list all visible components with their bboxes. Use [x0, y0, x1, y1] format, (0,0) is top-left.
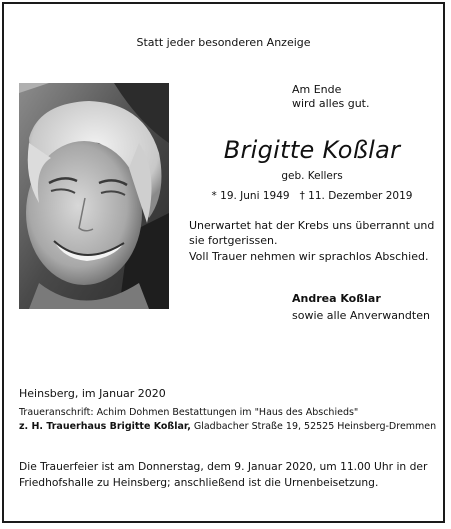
address-street: Gladbacher Straße 19, 52525 Heinsberg-Dremmen [190, 421, 437, 432]
quote-line-2: wird alles gut. [292, 97, 370, 110]
portrait-photo [19, 83, 169, 309]
address-line-2 [19, 421, 436, 432]
quote-line-1: Am Ende [292, 83, 342, 96]
address-recipient: z. H. Trauerhaus Brigitte Koßlar, [19, 421, 191, 432]
message-line-1: Unerwartet hat der Krebs uns überrannt und [189, 219, 435, 232]
header-text: Statt jeder besonderen Anzeige [136, 36, 311, 49]
signature-name: Andrea Koßlar [292, 292, 381, 305]
place-date: Heinsberg, im Januar 2020 [19, 387, 166, 400]
message-line-3: Voll Trauer nehmen wir sprachlos Abschied. [189, 250, 429, 263]
maiden-name: geb. Kellers [281, 170, 343, 182]
portrait-illustration [19, 83, 169, 309]
life-dates: * 19. Juni 1949 † 11. Dezember 2019 [211, 190, 413, 202]
funeral-line-2: Friedhofshalle zu Heinsberg; anschließend ist die Urnenbeisetzung. [19, 476, 379, 489]
funeral-line-1: Die Trauerfeier ist am Donnerstag, dem 9. Januar 2020, um 11.00 Uhr in der [19, 460, 428, 473]
address-line-1: Traueranschrift: Achim Dohmen Bestattungen im "Haus des Abschieds" [19, 407, 359, 418]
signature-relatives: sowie alle Anverwandten [292, 309, 430, 322]
deceased-name: Brigitte Koßlar [223, 136, 401, 164]
message-line-2: sie fortgerissen. [189, 234, 278, 247]
